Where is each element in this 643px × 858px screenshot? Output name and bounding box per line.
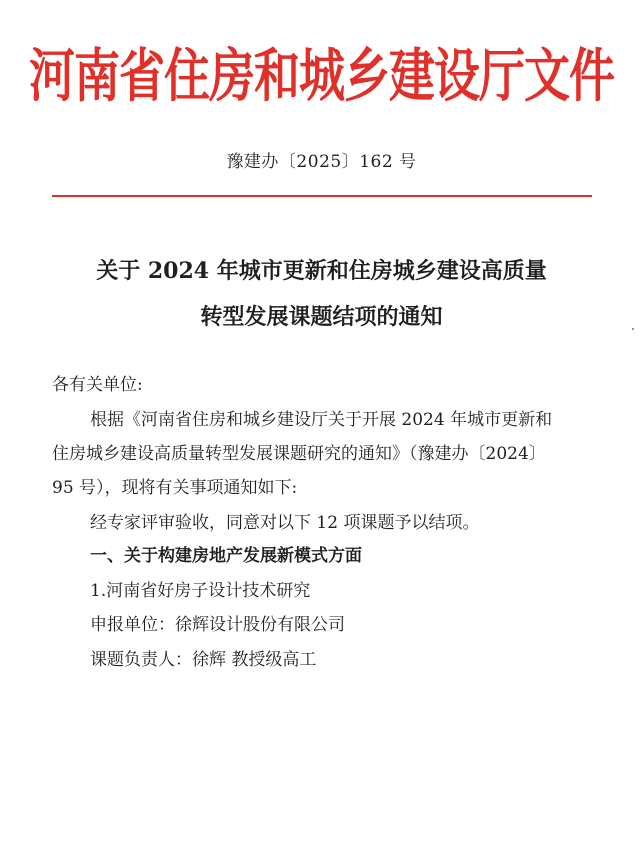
item-1-applicant-unit: 申报单位：徐辉设计股份有限公司 [90, 615, 345, 635]
red-divider-rule [52, 195, 592, 197]
paragraph-1-line-1: 根据《河南省住房和城乡建设厅关于开展 2024 年城市更新和 [90, 410, 553, 430]
notice-title-line-1: 关于 2024 年城市更新和住房城乡建设高质量 [96, 258, 547, 284]
item-1-title: 1.河南省好房子设计技术研究 [90, 581, 311, 601]
paragraph-1-line-3: 95 号），现将有关事项通知如下: [52, 478, 298, 498]
issuer-title: 河南省住房和城乡建设厅文件 [29, 41, 614, 110]
salutation: 各有关单位: [52, 375, 143, 395]
paragraph-1-line-2: 住房城乡建设高质量转型发展课题研究的通知》（豫建办〔2024〕 [52, 444, 546, 464]
scan-speck [632, 328, 634, 330]
section-1-heading: 一、关于构建房地产发展新模式方面 [90, 546, 362, 566]
document-number: 豫建办〔2025〕162 号 [226, 152, 417, 172]
item-1-project-leader: 课题负责人：徐辉 教授级高工 [90, 650, 317, 670]
paragraph-2: 经专家评审验收，同意对以下 12 项课题予以结项。 [90, 513, 480, 533]
notice-title-line-2: 转型发展课题结项的通知 [200, 304, 443, 330]
